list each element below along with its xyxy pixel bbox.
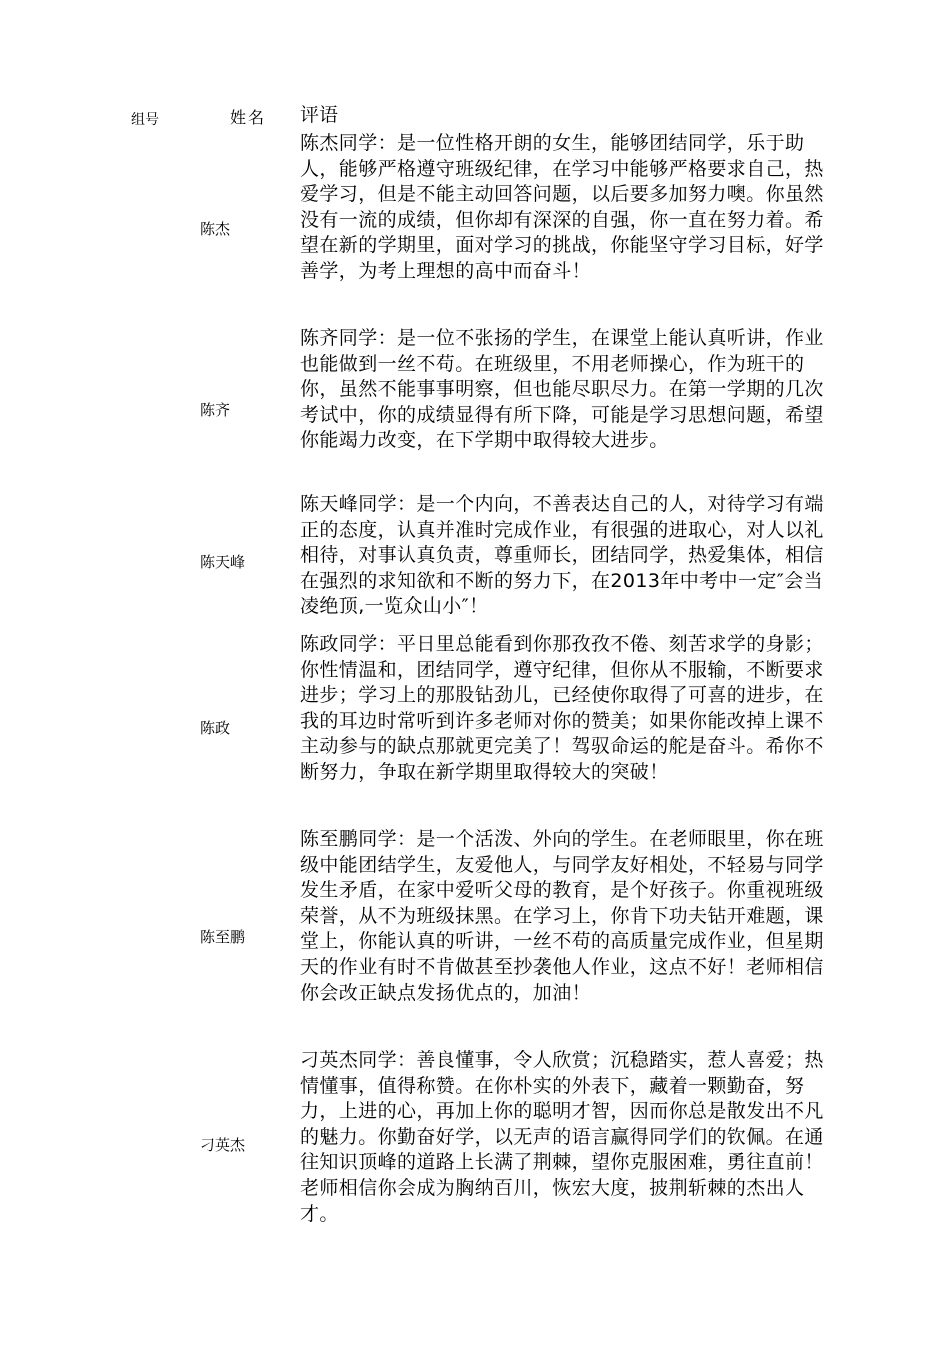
row-5-comment: 陈至鹏同学：是一个活泼、外向的学生。在老师眼里，你在班级中能团结学生，友爱他人，与同学友好相处，不轻易与同学发生矛盾，在家中爱听父母的教育，是个好孩子。你重视班级荣誉，从不为班级抹黑。在学习上，你肯下功夫钻开难题，课堂上，你能认真的听讲，一丝不苟的高质量完成作业，但星期天的作业有时不肯做甚至抄袭他人作业，这点不好！老师相信你会改正缺点发扬优点的，加油！ — [300, 828, 824, 1004]
row-3-comment: 陈天峰同学：是一个内向，不善表达自己的人，对待学习有端正的态度，认真并准时完成作业，有很强的进取心，对人以礼相待，对事认真负责，尊重师长，团结同学，热爱集体，相信在强烈的求知欲和不断的努力下，在2013年中考中一定″会当凌绝顶,一览众山小″！ — [300, 493, 824, 618]
row-6-comment: 刁英杰同学：善良懂事，令人欣赏；沉稳踏实，惹人喜爱；热情懂事，值得称赞。在你朴实的外表下，藏着一颗勤奋，努力，上进的心，再加上你的聪明才智，因而你总是散发出不凡的魅力。你勤奋好学，以无声的语言赢得同学们的钦佩。在通往知识顶峰的道路上长满了荆棘，望你克服困难，勇往直前！老师相信你会成为胸纳百川，恢宏大度，披荆斩棘的杰出人才。 — [300, 1049, 824, 1225]
header-student-name: 姓名 — [230, 108, 267, 127]
header-group-number: 组号 — [131, 112, 159, 128]
row-2-name: 陈齐 — [200, 401, 231, 419]
row-1-comment: 陈杰同学：是一位性格开朗的女生，能够团结同学，乐于助人，能够严格遵守班级纪律，在学习中能够严格要求自己，热爱学习，但是不能主动回答问题，以后要多加努力噢。你虽然没有一流的成绩，但你却有深深的自强，你一直在努力着。希望在新的学期里，面对学习的挑战，你能坚守学习目标，好学善学，为考上理想的高中而奋斗！ — [300, 132, 824, 282]
row-1-name: 陈杰 — [200, 220, 231, 238]
row-5-name: 陈至鹏 — [200, 928, 246, 946]
row-4-name: 陈政 — [200, 719, 231, 737]
header-comment: 评语 — [300, 104, 339, 126]
row-3-name: 陈天峰 — [200, 553, 246, 571]
row-6-name: 刁英杰 — [200, 1136, 246, 1154]
row-4-comment: 陈政同学：平日里总能看到你那孜孜不倦、刻苦求学的身影；你性情温和，团结同学，遵守纪律，但你从不服输，不断要求进步；学习上的那股钻劲儿，已经使你取得了可喜的进步，在我的耳边时常听到许多老师对你的赞美；如果你能改掉上课不主动参与的缺点那就更完美了！驾驭命运的舵是奋斗。希你不断努力，争取在新学期里取得较大的突破！ — [300, 633, 824, 783]
row-2-comment: 陈齐同学：是一位不张扬的学生，在课堂上能认真听讲，作业也能做到一丝不苟。在班级里，不用老师操心，作为班干的你，虽然不能事事明察，但也能尽职尽力。在第一学期的几次考试中，你的成绩显得有所下降，可能是学习思想问题，希望你能竭力改变，在下学期中取得较大进步。 — [300, 327, 824, 452]
